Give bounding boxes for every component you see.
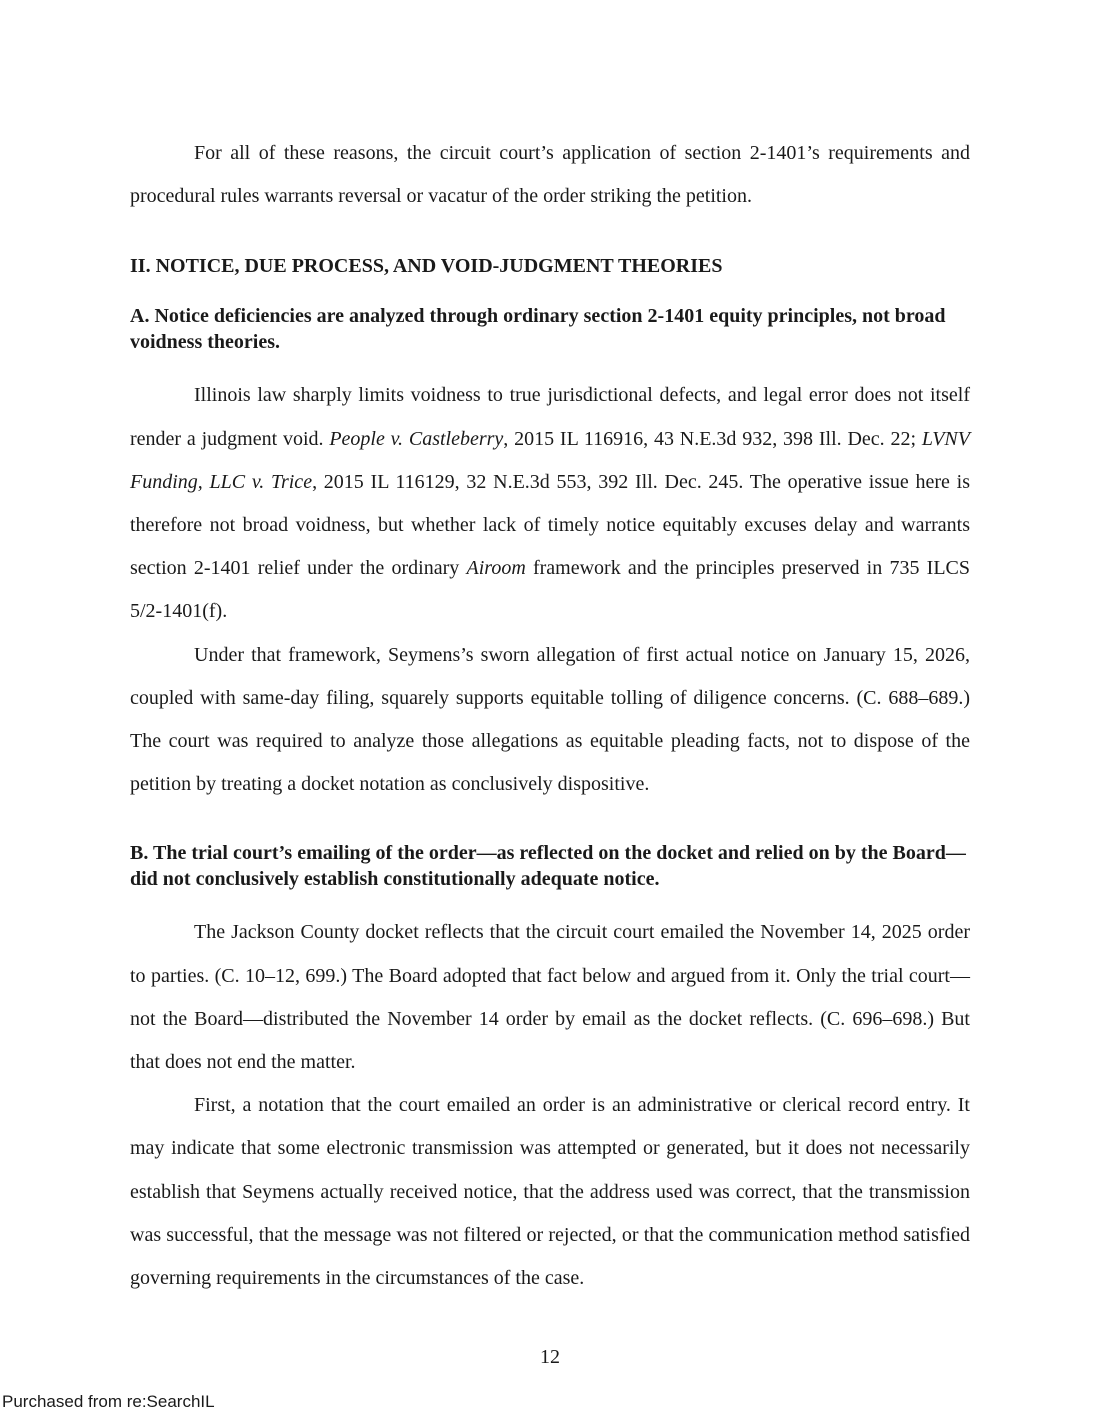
page-number: 12 xyxy=(540,1346,560,1368)
text-segment: framework and the principles preserved in 735 ILCS 5/2-1401(f). xyxy=(130,557,970,623)
paragraph-framework: Under that framework, Seymens’s sworn allegation of first actual notice on January 15, 2026, coupled with same-day filing, squarely supports equitable tolling of diligence concerns. (C. 688–689.) The court was required to analyze those allegations as equitable pleading facts, not to dispose of the petition by treating a docket notation as conclusively dispositive. xyxy=(130,643,970,796)
paragraph-docket: The Jackson County docket reflects that the circuit court emailed the November 14, 2025 order to parties. (C. 10–12, 699.) The Board adopted that fact below and argued from it. Only the trial court—not the Board—distributed the November 14 order by email as the docket reflects. (C. 696–698.) But that does not end the matter. xyxy=(130,921,970,1074)
text-segment: Illinois law sharply limits voidness to true jurisdictional defects, and legal error does not itself render a judgment void. xyxy=(130,384,970,450)
paragraph-conclusion: For all of these reasons, the circuit court’s application of section 2-1401’s requirements and procedural rules warrants reversal or vacatur of the order striking the petition. xyxy=(130,142,970,208)
subheading-b: B. The trial court’s emailing of the order—as reflected on the docket and relied on by the Board—did not conclusively establish constitutionally adequate notice. xyxy=(130,842,966,891)
document-body xyxy=(130,132,970,1300)
paragraph-notation: First, a notation that the court emailed an order is an administrative or clerical record entry. It may indicate that some electronic transmission was attempted or generated, but it does not necessarily establish that Seymens actually received notice, that the address used was correct, that the transmission was successful, that the message was not filtered or rejected, or that the communication method satisfied governing requirements in the circumstances of the case. xyxy=(130,1094,970,1290)
subheading-a: A. Notice deficiencies are analyzed through ordinary section 2-1401 equity principles, not broad voidness theories. xyxy=(130,305,946,354)
paragraph-voidness xyxy=(130,374,970,633)
section-heading-ii: II. NOTICE, DUE PROCESS, AND VOID-JUDGMENT THEORIES xyxy=(130,255,723,278)
case-citation-airoom: Airoom xyxy=(466,557,526,580)
text-segment: , 2015 IL 116129, 32 N.E.3d 553, 392 Ill. Dec. 245. The operative issue here is therefore not broad voidness, but whether lack of timely notice equitably excuses delay and warrants section 2-1401 relief under the ordinary xyxy=(130,470,970,580)
case-citation-castleberry: People v. Castleberry xyxy=(329,427,504,450)
text-segment: , 2015 IL 116916, 43 N.E.3d 932, 398 Ill. Dec. 22; xyxy=(503,427,922,450)
purchase-watermark: Purchased from re:SearchIL xyxy=(2,1392,215,1411)
case-citation-lvnv: LVNV Funding, LLC v. Trice xyxy=(130,427,970,493)
